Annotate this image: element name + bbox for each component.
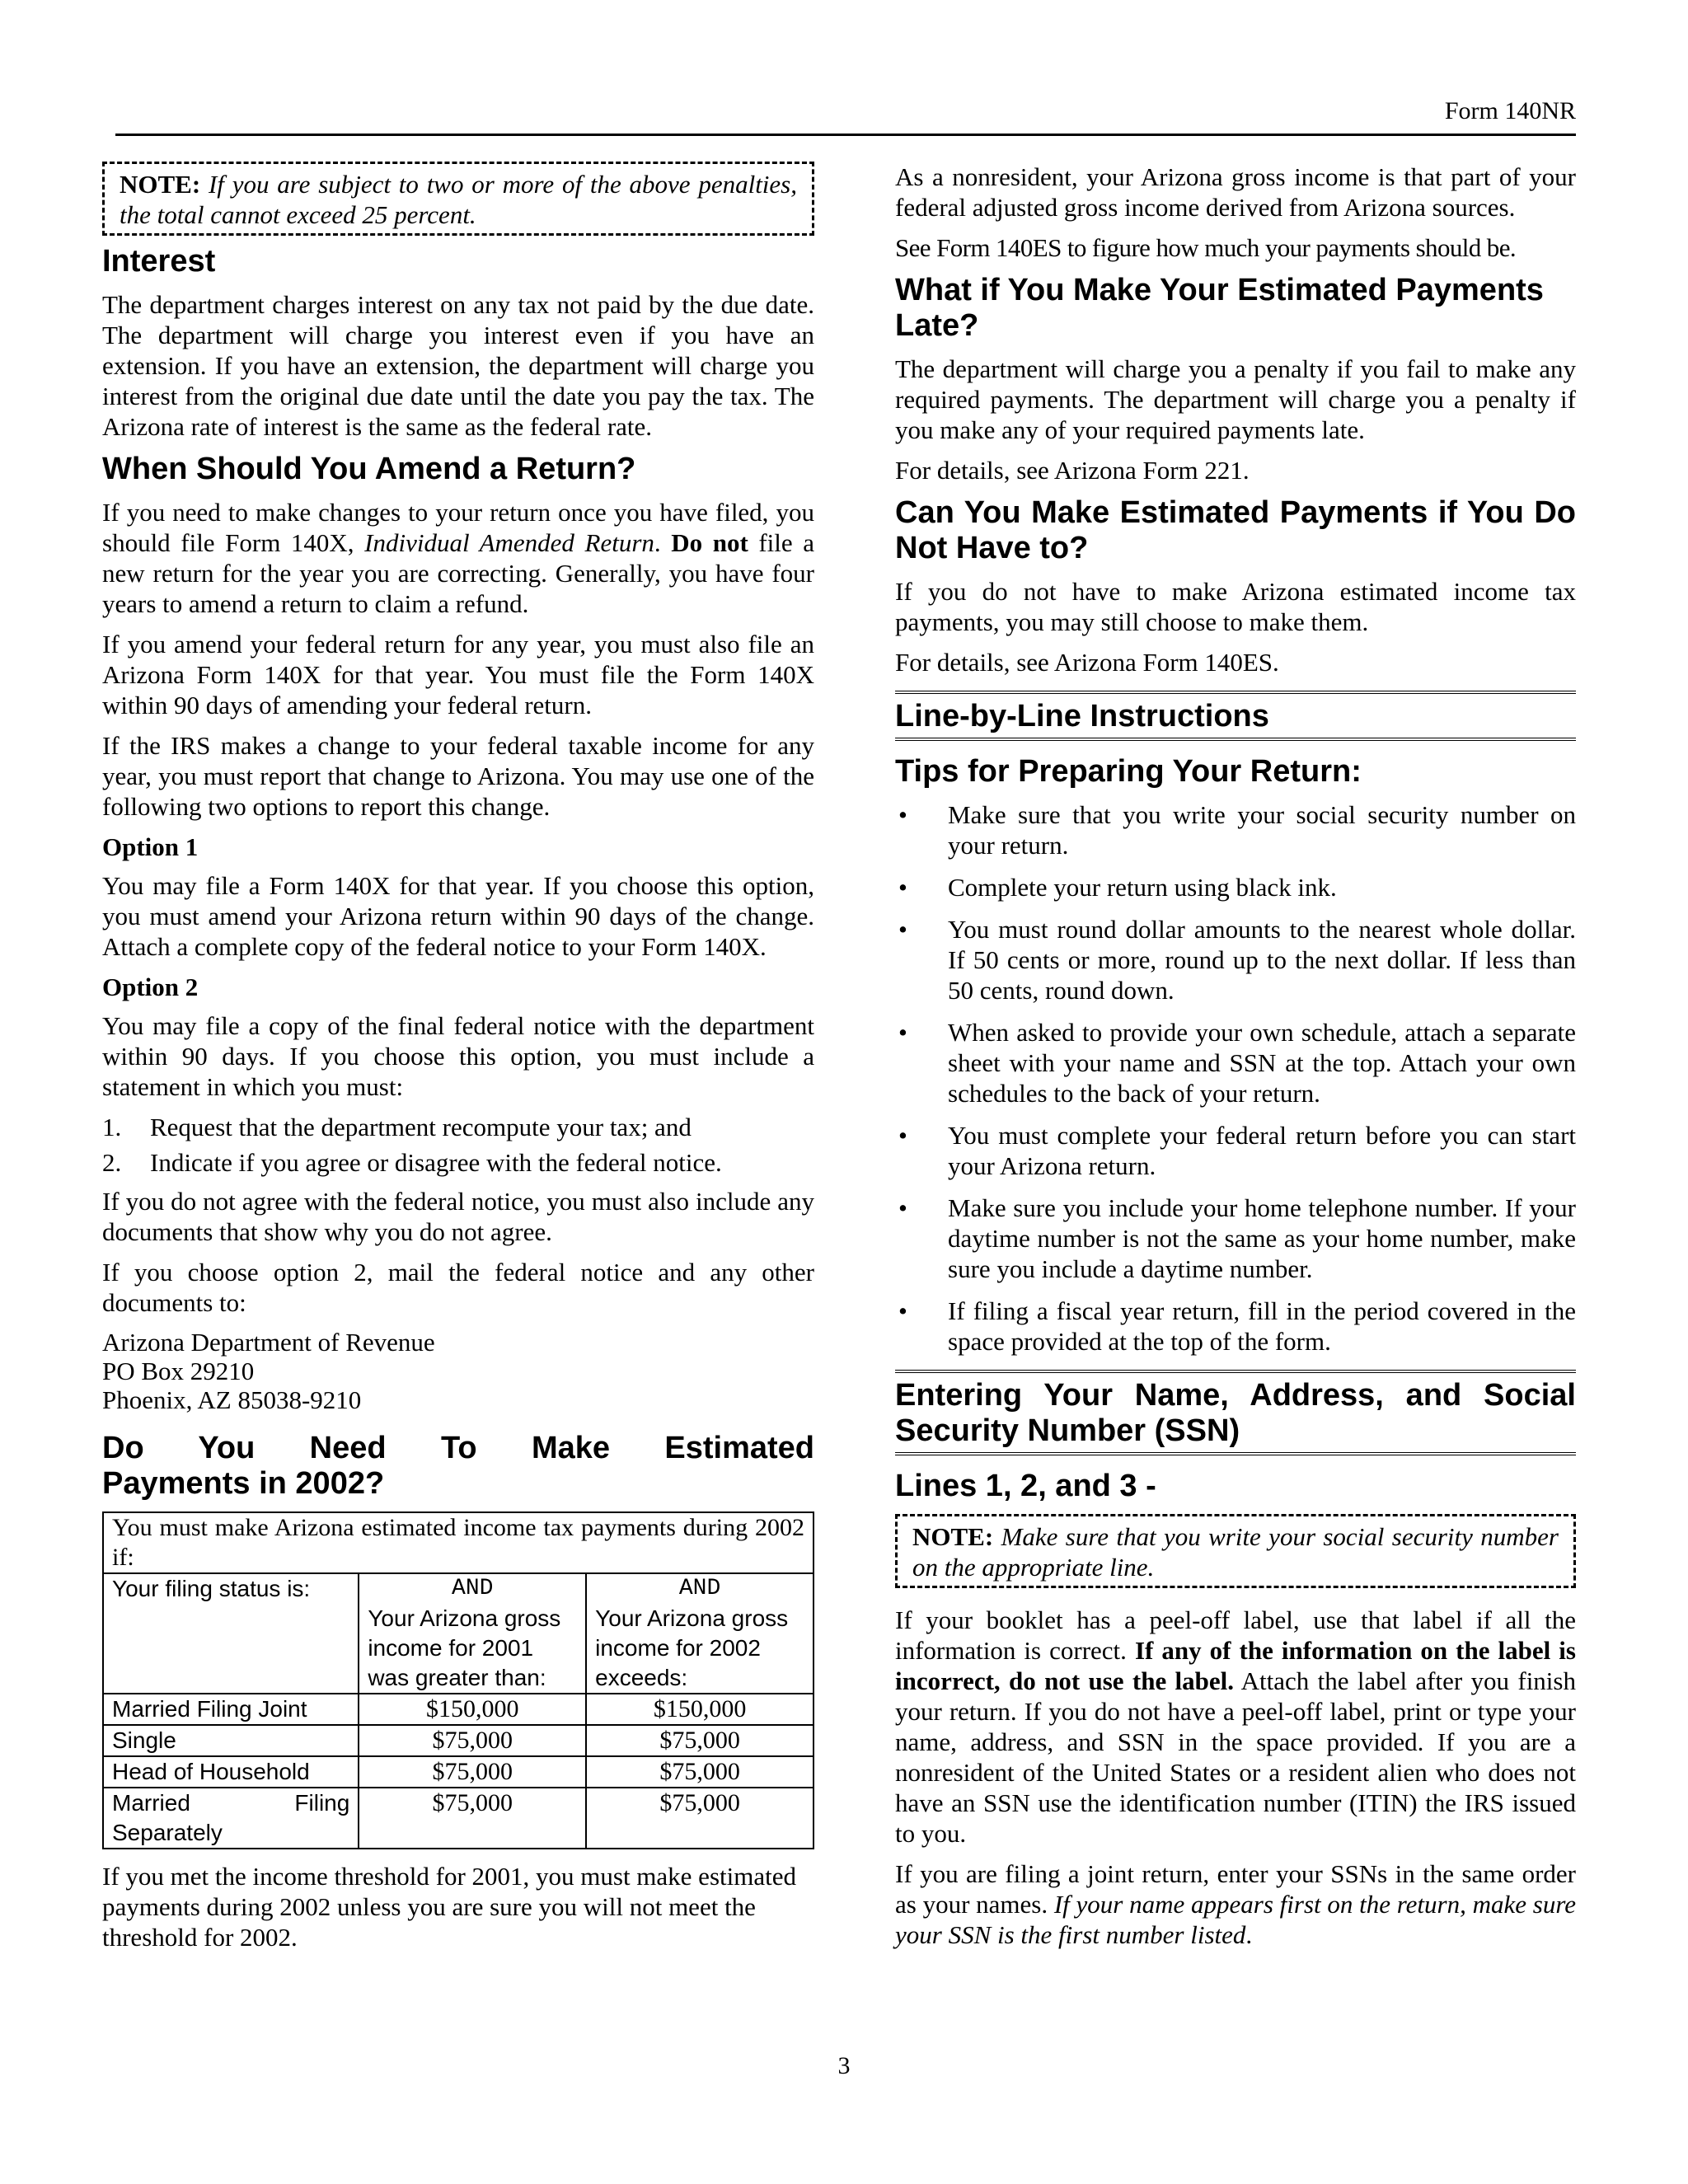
line-by-line-heading: Line-by-Line Instructions xyxy=(895,699,1269,733)
list-item: 1. Request that the department recompute your tax; and xyxy=(102,1113,692,1141)
page-number: 3 xyxy=(837,2052,851,2079)
option-2-steps xyxy=(102,1112,814,1178)
form-id: Form 140NR xyxy=(1444,97,1576,124)
table-row: Married Filing Joint $150,000 $150,000 xyxy=(103,1694,814,1725)
entering-section xyxy=(895,1370,1576,1455)
disagree-text: If you do not agree with the federal notice, you must also include any documents that show why you do not agree. xyxy=(102,1187,814,1246)
note-label: NOTE: xyxy=(120,170,201,199)
list-item: • You must complete your federal return before you can start your Arizona return. xyxy=(898,1121,1576,1180)
list-item: 2. Indicate if you agree or disagree with the federal notice. xyxy=(102,1148,722,1177)
table-header-status: Your filing status is: xyxy=(103,1573,359,1694)
list-item: • Complete your return using black ink. xyxy=(898,873,1337,902)
line-by-line-section xyxy=(895,691,1576,741)
interest-heading: Interest xyxy=(102,244,216,279)
tips-heading: Tips for Preparing Your Return: xyxy=(895,754,1362,789)
entering-heading-2: Security Number (SSN) xyxy=(895,1413,1240,1448)
page-header xyxy=(115,97,1576,136)
tips-list xyxy=(895,799,1576,1357)
note-text: If you are subject to two or more of the above penalties, the total cannot exceed 25 percent. xyxy=(120,170,797,229)
details-221: For details, see Arizona Form 221. xyxy=(895,456,1250,485)
list-item: • You must round dollar amounts to the nearest whole dollar. If 50 cents or more, round up to the next dollar. If less than 50 cents, round down. xyxy=(898,915,1576,1005)
option-2-label: Option 2 xyxy=(102,972,199,1001)
list-item: • Make sure that you write your social security number on your return. xyxy=(898,800,1576,860)
optional-heading: Can You Make Estimated Payments if You Do Not Have to? xyxy=(895,495,1576,565)
option-1-label: Option 1 xyxy=(102,832,199,861)
ssn-note xyxy=(895,1514,1576,1588)
left-column xyxy=(102,162,814,1962)
list-item: • Make sure you include your home telephone number. If your daytime number is not the same as your home number, make sure you include a daytime number. xyxy=(898,1193,1576,1283)
estimated-heading: Do You Need To Make Estimated xyxy=(102,1431,814,1465)
note-text: Make sure that you write your social security number on the appropriate line. xyxy=(912,1522,1559,1582)
table-header-2002: AND Your Arizona gross income for 2002 exceeds: xyxy=(586,1573,814,1694)
joint-paragraph: If you are filing a joint return, enter your SSNs in the same order as your names. If your name appears first on the return, make sure your SSN is the first number listed. xyxy=(895,1859,1577,1949)
amend-paragraph-3: If the IRS makes a change to your federal taxable income for any year, you must report that change to Arizona. You may use one of the following two options to report this change. xyxy=(102,731,814,821)
address-line: PO Box 29210 xyxy=(102,1357,255,1385)
option-1-text: You may file a Form 140X for that year. If you choose this option, you must amend your Arizona return within 90 days of the change. Attach a complete copy of the federal notice to your Form 140X. xyxy=(102,871,814,961)
see-140es-text: See Form 140ES to figure how much your payments should be. xyxy=(895,233,1517,262)
option-2-text: You may file a copy of the final federal notice with the department within 90 days. If you choose this option, you must include a statement in which you must: xyxy=(102,1011,814,1101)
threshold-text: If you met the income threshold for 2001, you must make estimated payments during 2002 unless you are sure you will not meet the threshold for 2002. xyxy=(102,1862,796,1952)
note-label: NOTE: xyxy=(912,1522,994,1551)
table-row: Single $75,000 $75,000 xyxy=(103,1725,814,1756)
amend-paragraph-1: If you need to make changes to your return once you have filed, you should file Form 140X, Individual Amended Return. Do not file a new return for the year you are correcting. Generally, you have four years to amend a return to claim a refund. xyxy=(102,498,815,618)
amend-heading: When Should You Amend a Return? xyxy=(102,452,636,486)
list-item: • When asked to provide your own schedule, attach a separate sheet with your name and SSN at the top. Attach your own schedules to the back of your return. xyxy=(898,1018,1576,1108)
details-140es: For details, see Arizona Form 140ES. xyxy=(895,648,1279,677)
estimated-threshold-table xyxy=(102,1511,814,1849)
penalty-note xyxy=(102,162,814,236)
lines-heading: Lines 1, 2, and 3 - xyxy=(895,1469,1156,1503)
amend-paragraph-2: If you amend your federal return for any year, you must also file an Arizona Form 140X for that year. You must file the Form 140X within 90 days of amending your federal return. xyxy=(102,630,814,719)
optional-text: If you do not have to make Arizona estimated income tax payments, you may still choose to make them. xyxy=(895,577,1576,636)
mailing-address xyxy=(102,1328,814,1414)
list-item: • If filing a fiscal year return, fill in the period covered in the space provided at the top of the form. xyxy=(898,1296,1576,1356)
mail-text: If you choose option 2, mail the federal notice and any other documents to: xyxy=(102,1258,814,1317)
table-row: Married Filing Separately $75,000 $75,000 xyxy=(103,1788,814,1849)
address-line: Phoenix, AZ 85038-9210 xyxy=(102,1385,362,1414)
interest-text: The department charges interest on any tax not paid by the due date. The department will charge you interest even if you have an extension. If you have an extension, the department will charge you interest from the original due date until the date you pay the tax. The Arizona rate of interest is the same as the federal rate. xyxy=(102,290,814,441)
estimated-heading-2: Payments in 2002? xyxy=(102,1466,385,1501)
late-text: The department will charge you a penalty if you fail to make any required payments. The department will charge you a penalty if you make any of your required payments late. xyxy=(895,354,1576,444)
table-row: Head of Household $75,000 $75,000 xyxy=(103,1756,814,1788)
table-header-2001: AND Your Arizona gross income for 2001 was greater than: xyxy=(359,1573,586,1694)
late-heading: What if You Make Your Estimated Payments Late? xyxy=(895,273,1544,343)
address-line: Arizona Department of Revenue xyxy=(102,1328,435,1357)
nonresident-text: As a nonresident, your Arizona gross income is that part of your federal adjusted gross income derived from Arizona sources. xyxy=(895,162,1576,222)
entering-heading: Entering Your Name, Address, and Social xyxy=(895,1378,1576,1413)
label-paragraph: If your booklet has a peel-off label, use that label if all the information is correct. If any of the information on the label is incorrect, do not use the label. Attach the label after you finish your return. If you do not have a peel-off label, print or type your name, address, and SSN in the space provided. If you are a nonresident of the United States or a resident alien who does not have an SSN use the identification number (ITIN) the IRS issued to you. xyxy=(895,1605,1576,1848)
table-intro: You must make Arizona estimated income tax payments during 2002 if: xyxy=(103,1512,814,1573)
right-column xyxy=(895,162,1576,1960)
